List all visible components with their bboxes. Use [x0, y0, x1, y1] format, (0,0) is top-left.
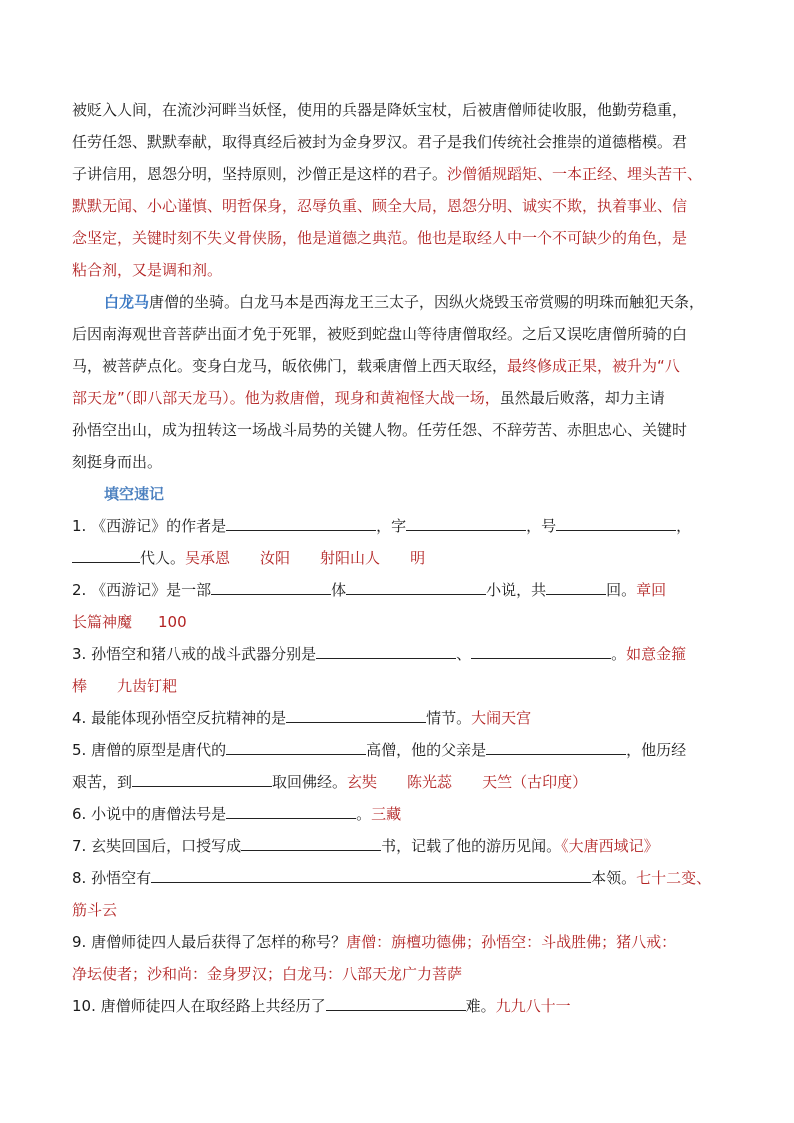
question-3-cont: [72, 676, 177, 696]
question-number: 1.: [72, 517, 87, 535]
question-text: 《西游记》是一部: [91, 581, 212, 599]
question-number: 6.: [72, 805, 87, 823]
answer-text: 九九八十一: [495, 997, 571, 1015]
answer-text: 九齿钉耙: [117, 677, 178, 695]
text: 任劳任怨、默默奉献，取得真经后被封为金身罗汉。君子是我们传统社会推崇的道德楷模。君: [72, 133, 688, 151]
answer-text: 100: [158, 613, 187, 631]
answer-blank: [326, 996, 466, 1011]
question-text: 唐僧师徒四人最后获得了怎样的称号？: [91, 933, 347, 951]
text: 被贬入人间，在流沙河畔当妖怪，使用的兵器是降妖宝杖，后被唐僧师徒收服，他勤劳稳重，: [72, 101, 688, 119]
answer-text: 唐僧：旃檀功德佛；孙悟空：斗战胜佛；猪八戒：: [346, 933, 677, 951]
question-9-cont: [72, 964, 462, 984]
bailongma-line-6: [72, 452, 162, 472]
answer-text: 沙僧循规蹈矩、一本正经、埋头苦干、: [447, 165, 703, 183]
question-text: 唐僧师徒四人在取经路上共经历了: [100, 997, 326, 1015]
answer-text: 三藏: [371, 805, 402, 823]
bailongma-line-2: [72, 324, 687, 344]
question-5: [72, 740, 686, 760]
text: 刻挺身而出。: [72, 453, 163, 471]
answer-text: 默默无闻、小心谨慎、明哲保身，忍辱负重、顾全大局，恩怨分明、诚实不欺，执着事业、信: [72, 197, 688, 215]
answer-blank: [151, 868, 591, 883]
answer-blank: [471, 644, 611, 659]
answer-text: 棒: [72, 677, 88, 695]
question-7: [72, 836, 659, 856]
answer-blank: [226, 740, 366, 755]
question-number: 9.: [72, 933, 87, 951]
question-number: 5.: [72, 741, 87, 759]
answer-blank: [132, 772, 272, 787]
question-text: 高僧，他的父亲是: [366, 741, 487, 759]
bailongma-line-1: [104, 292, 704, 312]
question-1: [72, 516, 691, 536]
answer-blank: [226, 804, 356, 819]
sha-line-6: [72, 260, 222, 280]
bailongma-line-5: [72, 420, 687, 440]
question-text: 回。: [606, 581, 637, 599]
answer-blank: [286, 708, 426, 723]
answer-text: 陈光蕊: [407, 773, 453, 791]
question-text: 。: [611, 645, 627, 663]
text: 马，被菩萨点化。变身白龙马，皈依佛门，载乘唐僧上西天取经，: [72, 357, 508, 375]
answer-text: 七十二变、: [636, 869, 712, 887]
question-9: [72, 932, 676, 952]
question-text: ，: [676, 517, 692, 535]
question-text: 难。: [465, 997, 496, 1015]
text: 子讲信用，恩怨分明，坚持原则，沙僧正是这样的君子。: [72, 165, 448, 183]
answer-text: 最终修成正果，被升为“八: [507, 357, 680, 375]
question-text: ，他历经: [626, 741, 687, 759]
sha-line-4: [72, 196, 687, 216]
answer-blank: [546, 580, 606, 595]
answer-text: 念坚定，关键时刻不失义骨侠肠，他是道德之典范。他也是取经人中一个不可缺少的角色，是: [72, 229, 688, 247]
bailongma-line-3: [72, 356, 680, 376]
question-8: [72, 868, 711, 888]
text: 后因南海观世音菩萨出面才免于死罪，被贬到蛇盘山等待唐僧取经。之后又误吃唐僧所骑的白: [72, 325, 688, 343]
answer-blank: [486, 740, 626, 755]
question-text: 体: [331, 581, 347, 599]
question-number: 8.: [72, 869, 87, 887]
question-8-cont: [72, 900, 117, 920]
answer-blank: [211, 580, 331, 595]
question-number: 7.: [72, 837, 87, 855]
character-name: 白龙马: [104, 293, 150, 311]
question-text: 本领。: [591, 869, 637, 887]
answer-text: 玄奘: [347, 773, 378, 791]
question-text: 《西游记》的作者是: [91, 517, 227, 535]
question-text: 艰苦，到: [72, 773, 133, 791]
question-text: 孙悟空和猪八戒的战斗武器分别是: [91, 645, 317, 663]
question-text: 书，记载了他的游历见闻。: [381, 837, 562, 855]
answer-text: 部天龙”（即八部天龙马）。他为救唐僧，现身和黄袍怪大战一场，: [72, 389, 500, 407]
answer-text: 汝阳: [260, 549, 291, 567]
answer-text: 射阳山人: [320, 549, 381, 567]
answer-blank: [72, 548, 140, 563]
answer-text: 粘合剂，又是调和剂。: [72, 261, 223, 279]
section-heading: 填空速记: [104, 485, 165, 503]
question-text: ，字: [376, 517, 407, 535]
question-text: 玄奘回国后，口授写成: [91, 837, 242, 855]
text: 虽然最后败落，却力主请: [499, 389, 665, 407]
sha-line-2: [72, 132, 687, 152]
question-text: 。: [356, 805, 372, 823]
question-number: 3.: [72, 645, 87, 663]
sha-line-3: [72, 164, 702, 184]
answer-text: 章回: [636, 581, 667, 599]
answer-text: 《大唐西域记》: [561, 837, 659, 855]
question-5-cont: [72, 772, 587, 792]
answer-text: 天竺（古印度）: [482, 773, 588, 791]
question-text: 取回佛经。: [272, 773, 348, 791]
answer-text: 大闹天宫: [471, 709, 532, 727]
question-text: 情节。: [426, 709, 472, 727]
question-number: 4.: [72, 709, 87, 727]
question-text: 最能体现孙悟空反抗精神的是: [91, 709, 287, 727]
sha-line-1: [72, 100, 687, 120]
question-text: ，号: [526, 517, 557, 535]
question-6: [72, 804, 401, 824]
question-2-cont: [72, 612, 187, 632]
text: 孙悟空出山，成为扭转这一场战斗局势的关键人物。任劳任怨、不辞劳苦、赤胆忠心、关键时: [72, 421, 688, 439]
question-text: 唐僧的原型是唐代的: [91, 741, 227, 759]
question-2: [72, 580, 666, 600]
answer-blank: [556, 516, 676, 531]
answer-text: 吴承恩: [185, 549, 231, 567]
question-text: 代人。: [140, 549, 186, 567]
answer-text: 筋斗云: [72, 901, 118, 919]
answer-blank: [316, 644, 456, 659]
question-3: [72, 644, 686, 664]
question-4: [72, 708, 531, 728]
question-number: 2.: [72, 581, 87, 599]
answer-text: 如意金箍: [626, 645, 687, 663]
text: 唐僧的坐骑。白龙马本是西海龙王三太子，因纵火烧毁玉帝赏赐的明珠而触犯天条，: [149, 293, 705, 311]
answer-text: 明: [410, 549, 426, 567]
question-number: 10.: [72, 997, 96, 1015]
question-text: 孙悟空有: [91, 869, 152, 887]
question-1-cont: [72, 548, 425, 568]
question-text: 小说中的唐僧法号是: [91, 805, 227, 823]
bailongma-line-4: [72, 388, 665, 408]
question-10: [72, 996, 571, 1016]
answer-text: 长篇神魔: [72, 613, 133, 631]
answer-blank: [406, 516, 526, 531]
question-text: 、: [456, 645, 472, 663]
sha-line-5: [72, 228, 687, 248]
answer-blank: [241, 836, 381, 851]
answer-text: 净坛使者；沙和尚：金身罗汉；白龙马：八部天龙广力菩萨: [72, 965, 463, 983]
answer-blank: [226, 516, 376, 531]
question-text: 小说，共: [486, 581, 547, 599]
answer-blank: [346, 580, 486, 595]
